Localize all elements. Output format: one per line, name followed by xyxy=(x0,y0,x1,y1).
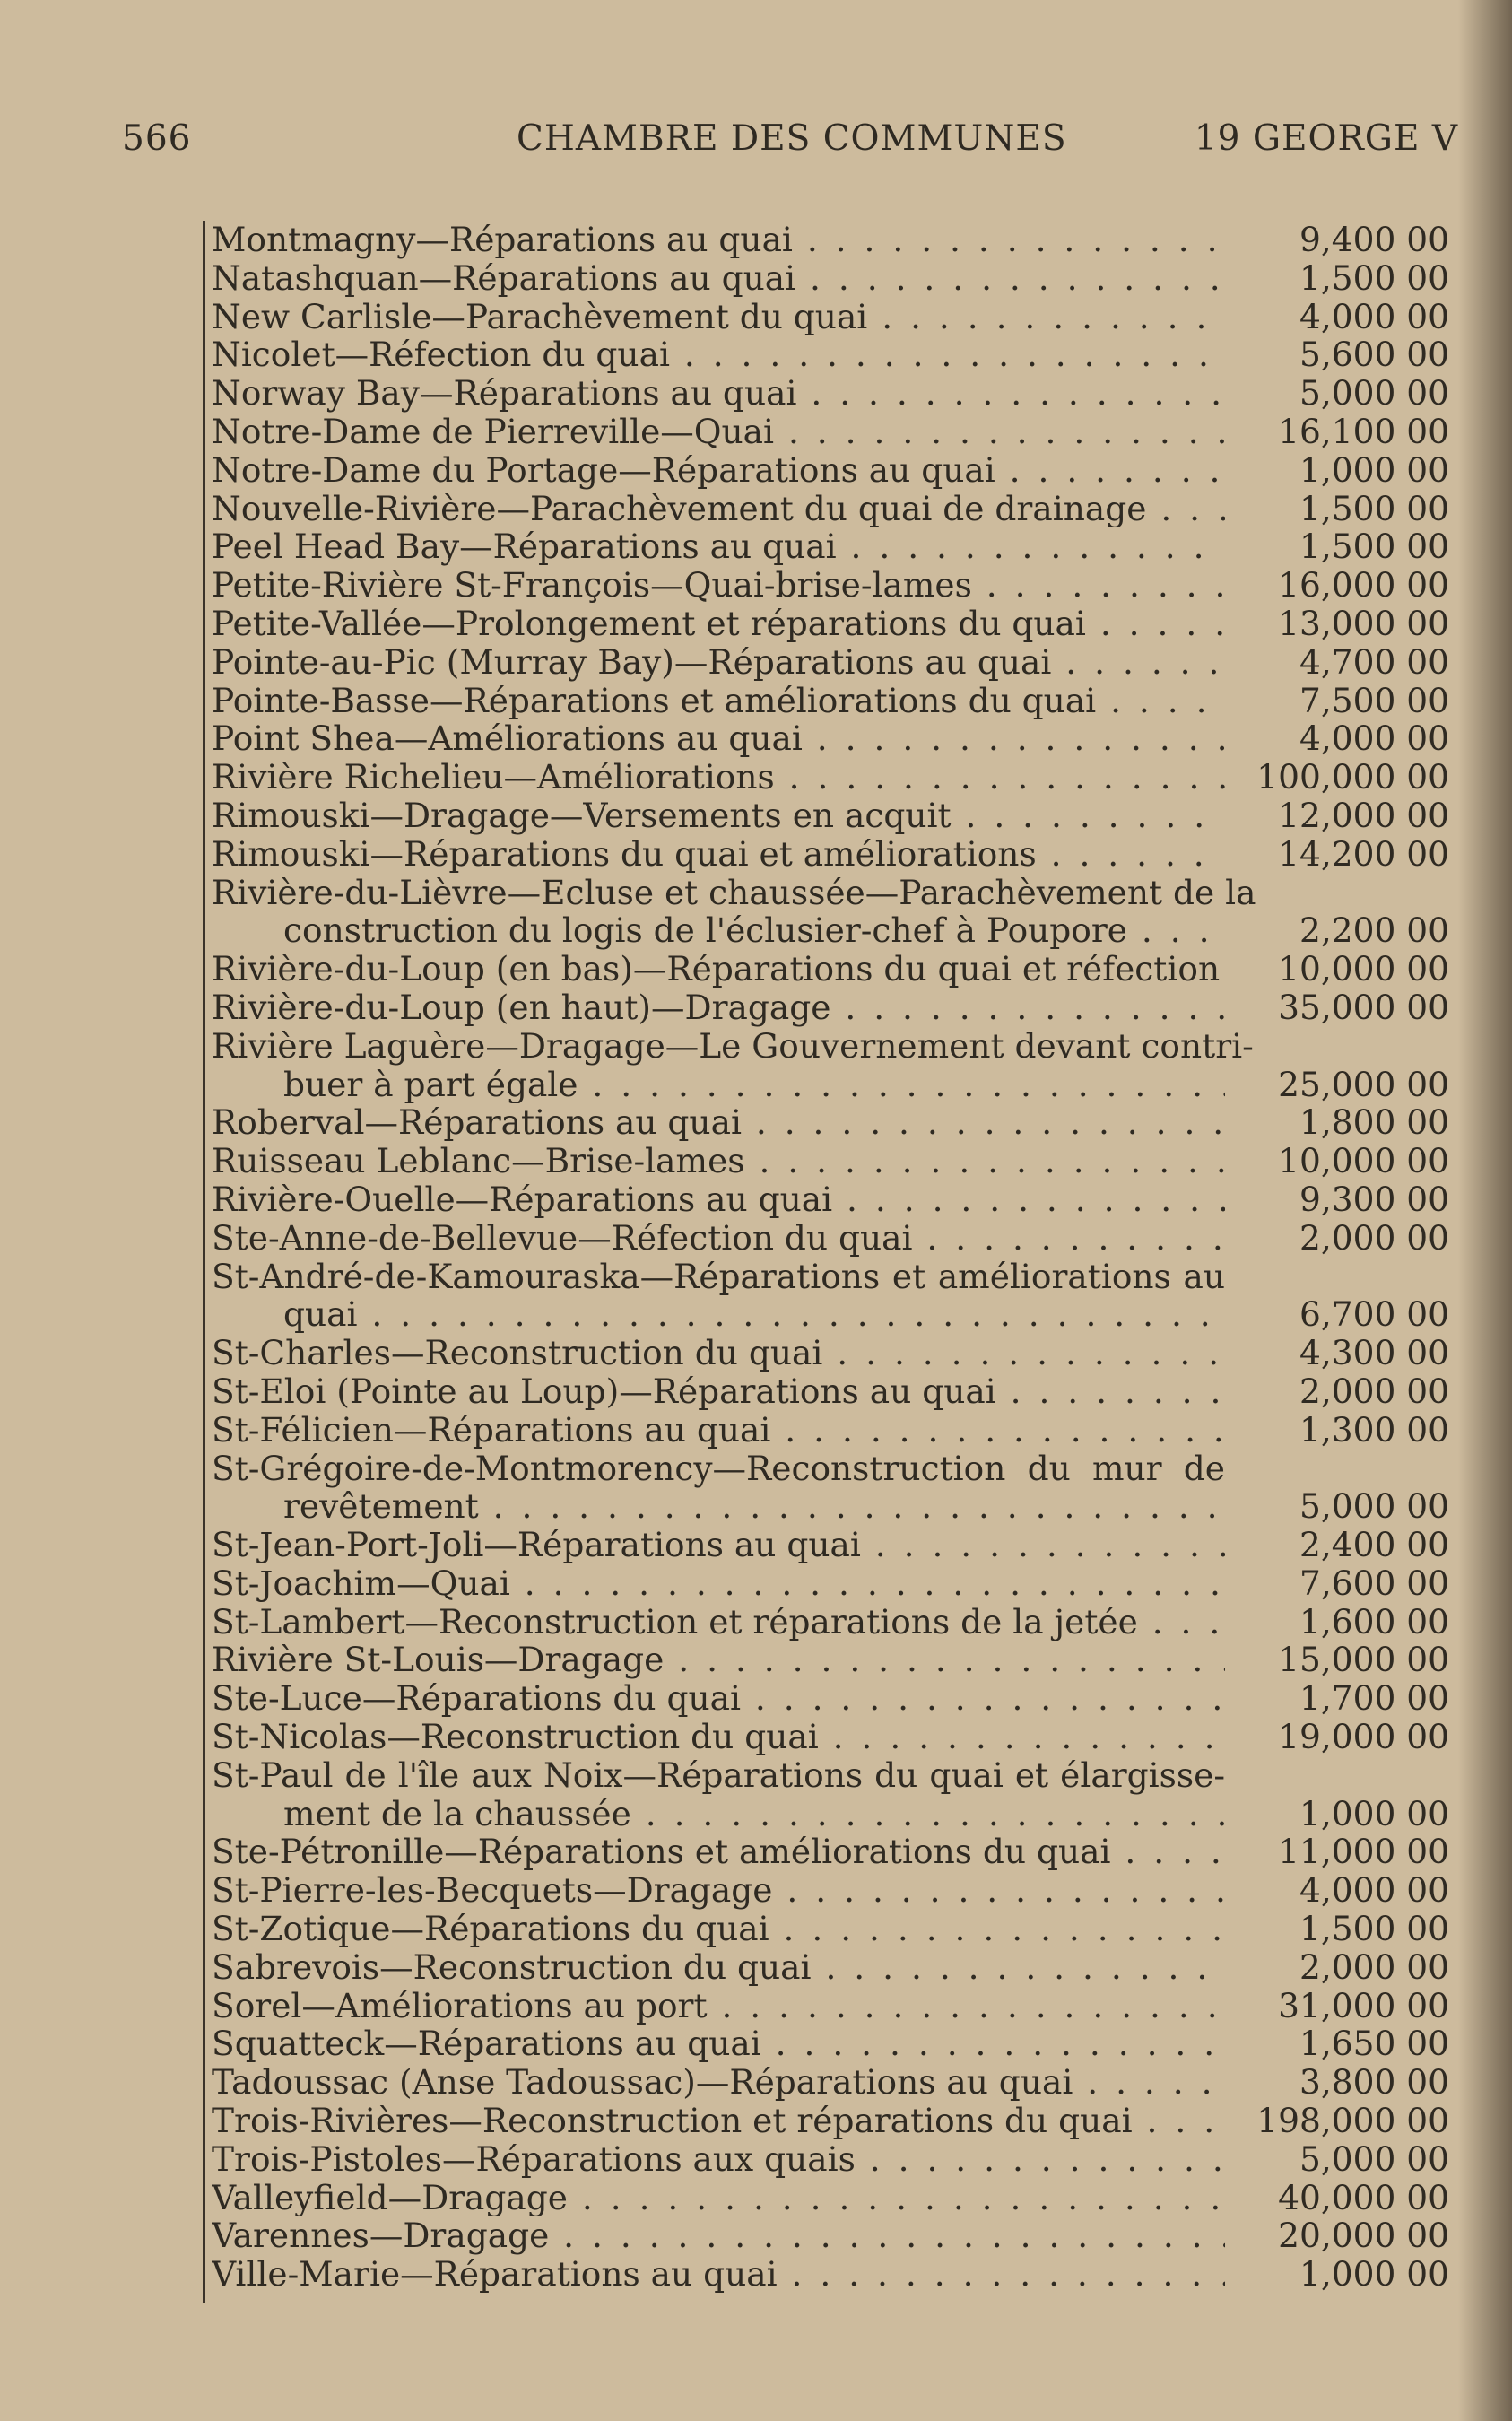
list-item xyxy=(212,797,1449,835)
list-item xyxy=(212,1718,1449,1756)
list-item xyxy=(212,490,1449,528)
item-description: Ste-Luce—Réparations du quai . . . xyxy=(212,1679,1225,1718)
item-description: Petite-Vallée—Prolongement et réparations du quai . . . xyxy=(212,605,1225,643)
list-item xyxy=(212,2102,1449,2140)
item-amount: 19,000 00 xyxy=(1278,1717,1449,1757)
list-item xyxy=(212,1027,1449,1104)
item-description: Rivière-Ouelle—Réparations au quai . . . xyxy=(212,1180,1225,1219)
list-item xyxy=(212,719,1449,758)
item-description: Peel Head Bay—Réparations au quai . . . xyxy=(212,527,1225,566)
list-item xyxy=(212,2025,1449,2063)
item-amount: 1,650 00 xyxy=(1299,2024,1449,2064)
item-description: Pointe-au-Pic (Murray Bay)—Réparations au quai . . . xyxy=(212,643,1225,682)
list-item xyxy=(212,1871,1449,1910)
list-item xyxy=(212,758,1449,797)
list-item xyxy=(212,566,1449,605)
item-amount: 3,800 00 xyxy=(1299,2062,1449,2103)
item-amount: 4,000 00 xyxy=(1299,296,1449,336)
list-item xyxy=(212,835,1449,874)
item-description: Notre-Dame du Portage—Réparations au quai . . . xyxy=(212,451,1225,490)
item-description: Valleyfield—Dragage . . . xyxy=(212,2179,1225,2217)
list-item xyxy=(212,950,1449,988)
list-item xyxy=(212,1103,1449,1142)
list-item xyxy=(212,1372,1449,1411)
item-description-continued: construction du logis de l'éclusier-chef à Poupore . . . xyxy=(283,911,1225,950)
list-item xyxy=(212,374,1449,413)
reign-label: 19 GEORGE V xyxy=(1194,118,1458,159)
item-description: Tadoussac (Anse Tadoussac)—Réparations au quai . . . xyxy=(212,2063,1225,2102)
item-amount: 1,500 00 xyxy=(1299,527,1449,567)
item-description: Sorel—Améliorations au port . . . xyxy=(212,1987,1225,2025)
item-description: Ruisseau Leblanc—Brise-lames . . . xyxy=(212,1142,1225,1180)
list-item xyxy=(212,1910,1449,1948)
item-description: Notre-Dame de Pierreville—Quai . . . xyxy=(212,413,1225,451)
item-description: Varennes—Dragage . . . xyxy=(212,2216,1225,2255)
item-amount: 100,000 00 xyxy=(1256,757,1449,797)
list-item xyxy=(212,1219,1449,1258)
item-amount: 6,700 00 xyxy=(1299,1294,1449,1335)
item-description: St-Paul de l'île aux Noix—Réparations du quai et élargisse- xyxy=(212,1755,1225,1795)
item-amount: 31,000 00 xyxy=(1278,1985,1449,2025)
page-title: CHAMBRE DES COMMUNES xyxy=(517,118,1067,159)
item-description: Rivière Laguère—Dragage—Le Gouvernement devant contri- xyxy=(212,1025,1254,1066)
item-amount: 2,400 00 xyxy=(1299,1525,1449,1565)
item-description-continued: buer à part égale . . . xyxy=(283,1066,1225,1104)
item-amount: 5,000 00 xyxy=(1299,2138,1449,2179)
item-amount: 1,600 00 xyxy=(1299,1601,1449,1642)
list-item xyxy=(212,1411,1449,1450)
item-amount: 25,000 00 xyxy=(1278,1064,1449,1104)
item-description: Montmagny—Réparations au quai . . . xyxy=(212,221,1225,259)
item-description: Nouvelle-Rivière—Parachèvement du quai de drainage . . . xyxy=(212,490,1225,528)
item-description: St-Jean-Port-Joli—Réparations au quai . . . xyxy=(212,1526,1225,1564)
list-item xyxy=(212,682,1449,720)
item-amount: 35,000 00 xyxy=(1278,987,1449,1027)
item-amount: 5,000 00 xyxy=(1299,373,1449,414)
item-amount: 1,000 00 xyxy=(1299,1793,1449,1833)
item-description: Rivière-du-Loup (en bas)—Réparations du quai et réfection . . . xyxy=(212,950,1225,988)
item-amount: 2,000 00 xyxy=(1299,1217,1449,1258)
list-item xyxy=(212,1142,1449,1180)
item-description: Rimouski—Dragage—Versements en acquit . . . xyxy=(212,797,1225,835)
item-amount: 7,500 00 xyxy=(1299,680,1449,720)
item-description: Rivière-du-Loup (en haut)—Dragage . . . xyxy=(212,988,1225,1027)
item-description: Petite-Rivière St-François—Quai-brise-lames . . . xyxy=(212,566,1225,605)
list-item xyxy=(212,2216,1449,2255)
list-item xyxy=(212,874,1449,951)
item-amount: 14,200 00 xyxy=(1278,833,1449,874)
item-description: St-Grégoire-de-Montmorency—Reconstruction du mur de xyxy=(212,1448,1225,1488)
item-amount: 2,000 00 xyxy=(1299,1371,1449,1411)
item-amount: 12,000 00 xyxy=(1278,795,1449,835)
appropriation-list xyxy=(212,221,1449,2294)
list-item xyxy=(212,298,1449,336)
list-item xyxy=(212,335,1449,374)
list-item xyxy=(212,1603,1449,1642)
item-description: Natashquan—Réparations au quai . . . xyxy=(212,259,1225,298)
item-description: Rimouski—Réparations du quai et améliorations . . . xyxy=(212,835,1225,874)
item-amount: 1,500 00 xyxy=(1299,488,1449,528)
item-amount: 2,000 00 xyxy=(1299,1946,1449,1987)
item-description: Roberval—Réparations au quai . . . xyxy=(212,1103,1225,1142)
list-item xyxy=(212,643,1449,682)
list-item xyxy=(212,2179,1449,2217)
item-description: Pointe-Basse—Réparations et améliorations du quai . . . xyxy=(212,682,1225,720)
item-description: Sabrevois—Reconstruction du quai . . . xyxy=(212,1948,1225,1987)
item-amount: 1,700 00 xyxy=(1299,1678,1449,1719)
item-amount: 4,000 00 xyxy=(1299,1870,1449,1911)
list-item xyxy=(212,1526,1449,1564)
item-amount: 16,000 00 xyxy=(1278,565,1449,605)
item-description: St-Félicien—Réparations au quai . . . xyxy=(212,1411,1225,1450)
item-amount: 10,000 00 xyxy=(1278,1141,1449,1181)
item-description-continued: ment de la chaussée . . . xyxy=(283,1795,1225,1833)
item-amount: 9,400 00 xyxy=(1299,220,1449,259)
list-item xyxy=(212,221,1449,259)
list-item xyxy=(212,1679,1449,1718)
page-header xyxy=(122,118,1458,172)
list-item xyxy=(212,1641,1449,1679)
page-number: 566 xyxy=(122,118,192,159)
item-description: Ville-Marie—Réparations au quai . . . xyxy=(212,2255,1225,2294)
item-amount: 15,000 00 xyxy=(1278,1640,1449,1680)
item-amount: 1,800 00 xyxy=(1299,1102,1449,1143)
item-amount: 16,100 00 xyxy=(1278,411,1449,451)
item-amount: 198,000 00 xyxy=(1256,2101,1449,2141)
list-item xyxy=(212,527,1449,566)
item-description: Rivière-du-Lièvre—Ecluse et chaussée—Parachèvement de la xyxy=(212,872,1256,912)
item-description: St-Charles—Reconstruction du quai . . . xyxy=(212,1334,1225,1372)
item-amount: 2,200 00 xyxy=(1299,910,1449,951)
item-amount: 1,500 00 xyxy=(1299,257,1449,298)
item-description: Norway Bay—Réparations au quai . . . xyxy=(212,374,1225,413)
list-item xyxy=(212,1987,1449,2025)
item-description: Trois-Rivières—Reconstruction et réparations du quai . . . xyxy=(212,2102,1225,2140)
item-description: Rivière Richelieu—Améliorations . . . xyxy=(212,758,1225,797)
item-description: Trois-Pistoles—Réparations aux quais . . . xyxy=(212,2140,1225,2179)
list-item xyxy=(212,451,1449,490)
item-amount: 11,000 00 xyxy=(1278,1832,1449,1872)
item-amount: 10,000 00 xyxy=(1278,949,1449,989)
item-description: St-Joachim—Quai . . . xyxy=(212,1564,1225,1603)
list-item xyxy=(212,259,1449,298)
item-description: Point Shea—Améliorations au quai . . . xyxy=(212,719,1225,758)
page-edge-shadow xyxy=(1458,0,1512,2421)
list-item xyxy=(212,2140,1449,2179)
item-description: St-Eloi (Pointe au Loup)—Réparations au quai . . . xyxy=(212,1372,1225,1411)
item-amount: 1,500 00 xyxy=(1299,1909,1449,1949)
list-item xyxy=(212,2063,1449,2102)
item-amount: 5,000 00 xyxy=(1299,1486,1449,1527)
list-item xyxy=(212,1334,1449,1372)
item-description: New Carlisle—Parachèvement du quai . . . xyxy=(212,298,1225,336)
item-description: St-Pierre-les-Becquets—Dragage . . . xyxy=(212,1871,1225,1910)
item-amount: 4,700 00 xyxy=(1299,641,1449,682)
item-description: St-Nicolas—Reconstruction du quai . . . xyxy=(212,1718,1225,1756)
list-item xyxy=(212,988,1449,1027)
item-description: Ste-Anne-de-Bellevue—Réfection du quai . . . xyxy=(212,1219,1225,1258)
item-description: Nicolet—Réfection du quai . . . xyxy=(212,335,1225,374)
list-item xyxy=(212,413,1449,451)
list-item xyxy=(212,1450,1449,1527)
item-amount: 5,600 00 xyxy=(1299,335,1449,375)
item-description-continued: revêtement . . . xyxy=(283,1487,1225,1526)
item-amount: 20,000 00 xyxy=(1278,2216,1449,2256)
margin-rule xyxy=(203,221,205,2303)
item-description-continued: quai . . . xyxy=(283,1295,1225,1334)
list-item xyxy=(212,1833,1449,1871)
list-item xyxy=(212,1180,1449,1219)
item-amount: 1,300 00 xyxy=(1299,1409,1449,1450)
list-item xyxy=(212,1948,1449,1987)
item-amount: 13,000 00 xyxy=(1278,603,1449,643)
item-amount: 40,000 00 xyxy=(1278,2177,1449,2217)
item-amount: 7,600 00 xyxy=(1299,1563,1449,1603)
item-description: St-André-de-Kamouraska—Réparations et améliorations au xyxy=(212,1256,1225,1296)
item-description: St-Lambert—Reconstruction et réparations de la jetée . . . xyxy=(212,1603,1225,1642)
item-amount: 4,300 00 xyxy=(1299,1333,1449,1373)
item-amount: 4,000 00 xyxy=(1299,718,1449,759)
item-amount: 9,300 00 xyxy=(1299,1179,1449,1219)
item-description: St-Zotique—Réparations du quai . . . xyxy=(212,1910,1225,1948)
item-description: Squatteck—Réparations au quai . . . xyxy=(212,2025,1225,2063)
list-item xyxy=(212,1756,1449,1833)
item-amount: 1,000 00 xyxy=(1299,2254,1449,2295)
list-item xyxy=(212,1258,1449,1335)
item-description: Ste-Pétronille—Réparations et améliorations du quai . . . xyxy=(212,1833,1225,1871)
list-item xyxy=(212,2255,1449,2294)
list-item xyxy=(212,1564,1449,1603)
list-item xyxy=(212,605,1449,643)
item-description: Rivière St-Louis—Dragage . . . xyxy=(212,1641,1225,1679)
item-amount: 1,000 00 xyxy=(1299,449,1449,490)
